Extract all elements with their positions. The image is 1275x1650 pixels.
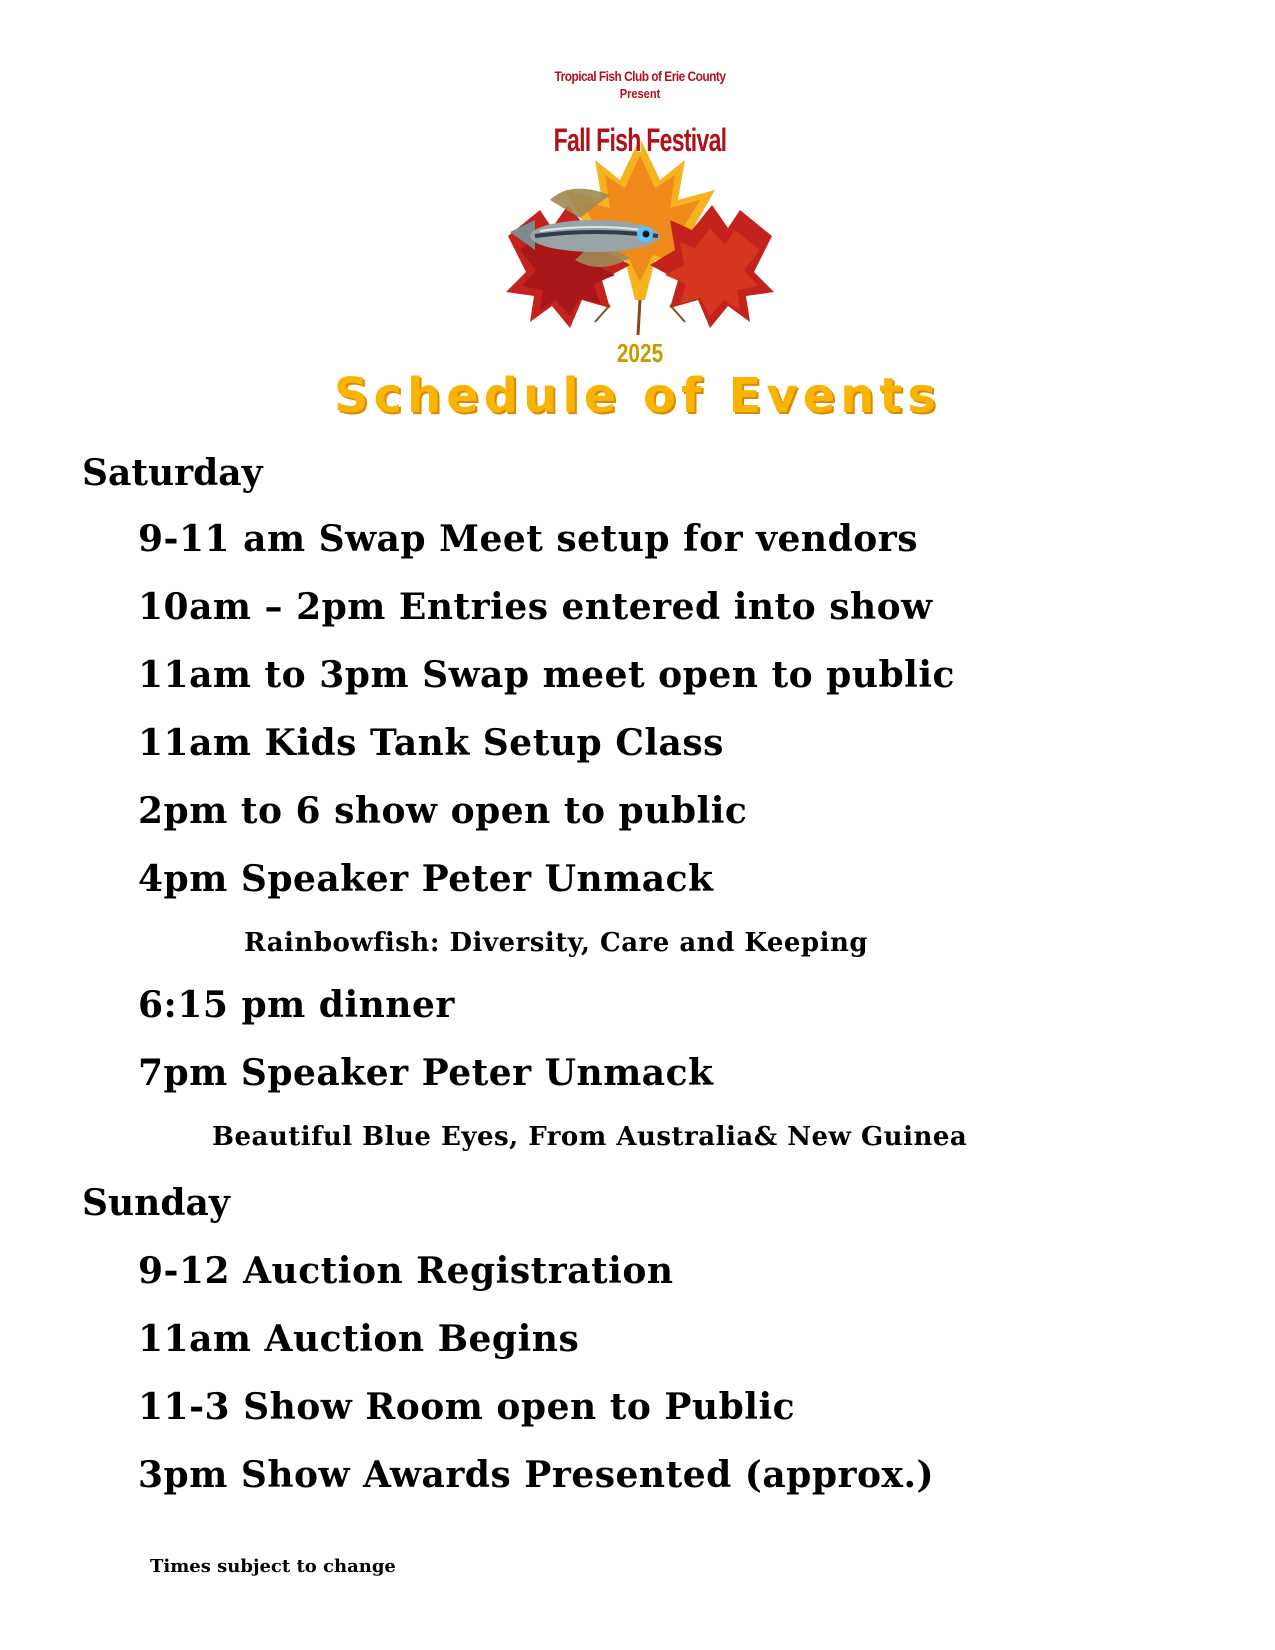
event-item: 7pm Speaker Peter Unmack <box>138 1052 714 1094</box>
event-item: 6:15 pm dinner <box>138 984 455 1026</box>
event-item: 9-12 Auction Registration <box>138 1250 674 1292</box>
club-name: Tropical Fish Club of Erie County <box>554 68 726 84</box>
event-item: 10am – 2pm Entries entered into show <box>138 586 933 628</box>
event-item: 11-3 Show Room open to Public <box>138 1386 796 1428</box>
talk-title: Beautiful Blue Eyes, From Australia& New Guinea <box>212 1122 968 1152</box>
day-heading-saturday: Saturday <box>82 452 263 494</box>
festival-year: 2025 <box>616 338 664 368</box>
event-item: 3pm Show Awards Presented (approx.) <box>138 1454 935 1496</box>
event-item: 11am Auction Begins <box>138 1318 580 1360</box>
event-item: 4pm Speaker Peter Unmack <box>138 858 714 900</box>
event-item: 11am to 3pm Swap meet open to public <box>138 654 955 696</box>
event-item: 9-11 am Swap Meet setup for vendors <box>138 518 919 560</box>
festival-logo <box>490 60 790 380</box>
present-label: Present <box>619 86 661 101</box>
festival-name: Fall Fish Festival <box>553 122 727 158</box>
talk-title: Rainbowfish: Diversity, Care and Keeping <box>244 928 869 958</box>
footnote: Times subject to change <box>150 1556 396 1577</box>
event-item: 2pm to 6 show open to public <box>138 790 748 832</box>
page-title: Schedule of Events <box>334 368 941 424</box>
day-heading-sunday: Sunday <box>82 1182 230 1224</box>
maple-leaf-icon <box>490 60 790 380</box>
event-item: 11am Kids Tank Setup Class <box>138 722 724 764</box>
